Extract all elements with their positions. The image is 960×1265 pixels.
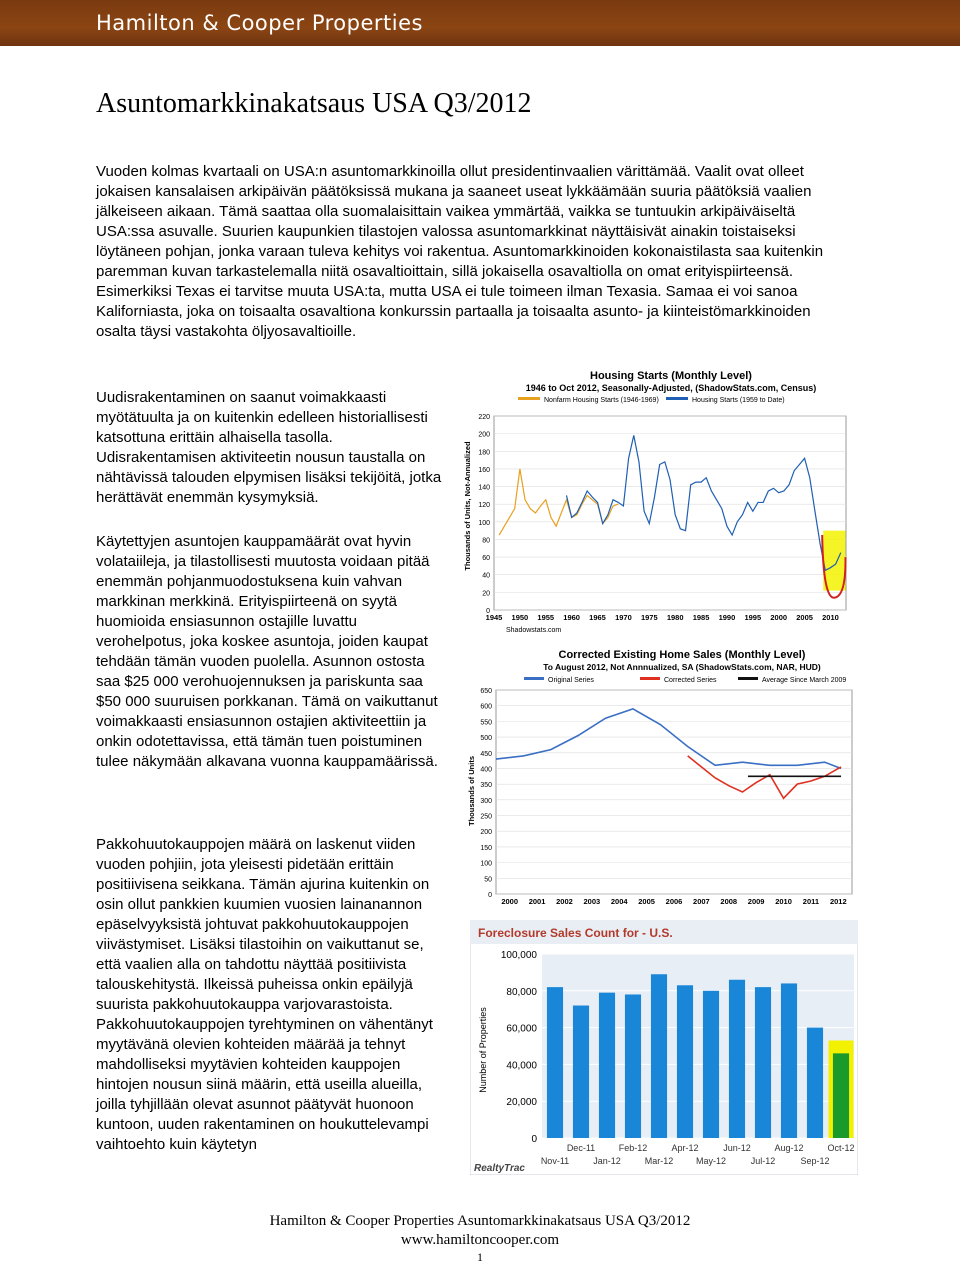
chart2-x-tick-label: 2005	[638, 897, 655, 906]
chart1-x-tick-label: 1985	[692, 613, 710, 622]
chart3-x-tick-label: May-12	[695, 1156, 727, 1166]
chart2-y-tick-label: 600	[480, 703, 492, 711]
chart2-y-tick-label: 400	[480, 766, 492, 774]
chart1-y-tick-label: 140	[478, 484, 490, 492]
chart1-ylabel: Thousands of Units, Not-Annualized	[463, 441, 472, 571]
foreclosure-sales-chart	[470, 920, 858, 1175]
chart2-legend-average-swatch	[738, 677, 758, 680]
chart1-x-tick-label: 1990	[718, 613, 736, 622]
chart3-bar	[573, 1006, 589, 1138]
chart3-ylabel: Number of Properties	[478, 1007, 488, 1093]
chart1-title: Housing Starts (Monthly Level)	[590, 370, 752, 382]
chart3-x-tick-label: Apr-12	[671, 1143, 699, 1153]
chart3-y-tick-label: 40,000	[506, 1060, 537, 1072]
chart2-y-tick-label: 200	[480, 829, 492, 837]
chart3-bar	[625, 994, 641, 1138]
chart3-bar	[703, 991, 719, 1138]
footer-line-2: www.hamiltoncooper.com	[400, 1232, 560, 1248]
chart1-legend-nonfarm-swatch	[518, 397, 540, 400]
chart1-x-tick-label: 1970	[615, 613, 632, 622]
chart1-legend-nonfarm: Nonfarm Housing Starts (1946-1969)	[544, 397, 659, 404]
brand-name: Hamilton & Cooper Properties	[96, 11, 423, 35]
chart1-x-tick-label: 1965	[589, 613, 606, 622]
chart2-x-tick-label: 2003	[583, 897, 601, 906]
footer-page-number: 1	[477, 1250, 483, 1264]
chart2-x-tick-label: 2000	[501, 897, 519, 906]
chart2-y-tick-label: 50	[484, 876, 492, 884]
chart2-y-tick-label: 300	[480, 797, 492, 805]
page-title: Asuntomarkkinakatsaus USA Q3/2012	[96, 88, 532, 119]
chart1-x-tick-label: 1945	[485, 613, 503, 622]
chart3-y-tick-label: 80,000	[506, 986, 537, 998]
chart2-y-tick-label: 500	[480, 735, 492, 743]
chart1-y-tick-label: 200	[478, 431, 490, 439]
chart2-legend-average: Average Since March 2009	[762, 677, 847, 684]
chart1-y-tick-label: 120	[478, 502, 490, 510]
housing-starts-chart	[456, 366, 860, 636]
chart1-x-tick-label: 2000	[770, 613, 788, 622]
chart3-source: RealtyTrac	[474, 1163, 525, 1174]
chart1-y-tick-label: 100	[478, 519, 490, 527]
chart2-ylabel: Thousands of Units	[467, 756, 476, 826]
chart2-y-tick-label: 550	[480, 719, 492, 727]
chart1-x-tick-label: 1980	[666, 613, 684, 622]
header-band	[0, 0, 960, 46]
chart1-x-tick-label: 1995	[744, 613, 762, 622]
chart3-bar	[547, 987, 563, 1138]
chart1-subtitle: 1946 to Oct 2012, Seasonally-Adjusted, (ShadowStats.com, Census)	[525, 383, 817, 393]
intro-paragraph: Vuoden kolmas kvartaali on USA:n asuntomarkkinoilla ollut presidentinvaalien värittämää. Vaalit ovat olleet jokaisen kansalaisen arkipäivän päätöksissä mukana ja saaneet useat lykkäämään suuria päätöksiä vaalien jälkeiseen aikaan. Tämä saattaa olla suomalaisittain vaikea ymmärtää, vaikka se tuntuukin arkipäiväiseltä USA:ssa asuvalle. Suurien kaupunkien tilastojen valossa asuntomarkkinat näyttäisivät ainakin toistaiseksi löytäneen pohjan, jonka varaan tuleva kehitys voi rakentua. Asuntomarkkinoiden kokonaistilasta saa kuitenkin paremman kuvan tarkastelemalla niitä osavaltioittain, sillä jokaisella osavaltiolla on omat erityispiirteensä. Esimerkiksi Texas ei tarvitse muuta USA:ta, mutta USA ei tule toimeen ilman Texasia. Samaa ei voi sanoa Kaliforniasta, joka on toisaalta osavaltiona konkurssin partaalla ja toisaalta asunto- ja kiinteistömarkkinoiden osalta täysi vastakohta öljyosavaltioille.	[96, 163, 824, 340]
chart3-x-tick-label: Nov-11	[540, 1156, 570, 1166]
chart1-y-tick-label: 80	[482, 537, 490, 545]
chart3-x-tick-label: Jul-12	[750, 1156, 776, 1166]
chart3-y-tick-label: 0	[531, 1134, 537, 1145]
chart2-legend-original-swatch	[524, 677, 544, 680]
chart3-bar	[807, 1028, 823, 1138]
chart1-x-tick-label: 1950	[511, 613, 529, 622]
chart1-y-tick-label: 60	[482, 555, 490, 563]
chart3-bar	[833, 1053, 849, 1138]
chart1-y-tick-label: 0	[486, 608, 490, 615]
chart2-legend-corrected: Corrected Series	[664, 677, 717, 684]
chart2-series-line-original	[496, 709, 841, 769]
chart1-y-tick-label: 160	[478, 466, 490, 474]
chart2-y-tick-label: 250	[480, 813, 492, 821]
chart2-x-tick-label: 2007	[693, 897, 710, 906]
chart1-series-line-nonfarm	[499, 469, 618, 535]
foreclosure-paragraph: Pakkohuutokauppojen määrä on laskenut viiden vuoden pohjiin, jota yleisesti pidetään erittäin positiivisena seikkana. Tämän ajurina kuitenkin on osin ollut pankkien kuumien vuosien lainanannon epäselvyyksistä johtuvat pakkohuutokauppojen viivästymiset. Lisäksi tilastoihin on vaikuttanut se, että vaalien alla on tahdottu näyttää positiivista talouskehitystä. Ilkeissä puheissa onkin epäilyjä suurista pakkohuutokauppa varjovarastoista. Pakkohuutokauppojen tyrehtyminen on vähentänyt myytävänä olevien kohteiden määrää ja tehnyt mahdolliseksi myytävien kohteiden kauppojen hintojen nousun siinä määrin, että useilla alueilla, joilla tyhjillään olevat asunnot päätyvät huonoon kuntoon, uuden rakentaminen on houkuttelevampi vaihtoehto kuin käytetyn	[96, 836, 433, 1153]
chart3-bar	[677, 985, 693, 1138]
chart3-bar	[781, 983, 797, 1138]
chart1-x-tick-label: 1975	[640, 613, 658, 622]
chart3-bar	[599, 993, 615, 1138]
chart2-y-tick-label: 0	[488, 892, 492, 899]
chart2-x-tick-label: 2002	[556, 897, 573, 906]
chart3-x-tick-label: Dec-11	[566, 1143, 596, 1153]
chart3-x-tick-label: Aug-12	[774, 1143, 804, 1153]
chart3-y-tick-label: 20,000	[506, 1097, 537, 1109]
chart2-y-tick-label: 350	[480, 782, 492, 790]
chart2-x-tick-label: 2010	[775, 897, 792, 906]
chart1-y-tick-label: 20	[482, 590, 490, 598]
chart1-legend-starts-swatch	[666, 397, 688, 400]
chart1-x-tick-label: 1955	[537, 613, 555, 622]
construction-paragraph: Uudisrakentaminen on saanut voimakkaasti myötätuulta ja on kuitenkin edelleen historiallisesti katsottuna erittäin alhaisella tasolla. Udisrakentamisen aktiviteetin nousun taustalla on nähtävissä talouden elpymisen lisäksi tekijöitä, jotka herättävät enemmän kysymyksiä.	[96, 389, 442, 506]
chart1-source: Shadowstats.com	[506, 627, 562, 634]
chart1-y-tick-label: 220	[478, 414, 490, 421]
chart2-plot-area	[496, 690, 852, 894]
chart3-y-tick-label: 60,000	[506, 1023, 537, 1035]
footer-line-1: Hamilton & Cooper Properties Asuntomarkkinakatsaus USA Q3/2012	[269, 1213, 691, 1229]
chart3-x-tick-label: Jan-12	[593, 1156, 621, 1166]
chart3-y-tick-label: 100,000	[500, 950, 537, 961]
chart2-x-tick-label: 2004	[610, 897, 628, 906]
chart1-series-line-starts	[566, 435, 840, 570]
chart2-x-tick-label: 2011	[802, 897, 820, 906]
chart1-plot-area	[494, 416, 846, 610]
chart2-y-tick-label: 150	[480, 844, 492, 852]
chart2-x-tick-label: 2009	[747, 897, 765, 906]
chart2-legend-corrected-swatch	[640, 677, 660, 680]
existing-home-sales-chart	[462, 646, 860, 912]
chart3-title: Foreclosure Sales Count for - U.S.	[478, 926, 673, 940]
chart1-x-tick-label: 1960	[563, 613, 580, 622]
existing-sales-paragraph: Käytettyjen asuntojen kauppamäärät ovat hyvin volataiileja, ja tilastollisesti muutosta voidaan pitää enemmän pohjanmuodostuksena kuin vahvan markkinan merkkinä. Erityispiirteenä on syytä huomioida ensiasunnon ostajille luvattu verohelpotus, joka koskee asuntoja, joiden kaupat tehdään tämän vuoden puolella. Asunnon ostosta saa $25 000 verohuojennuksen ja pariskunta saa $50 000 suuruisen porkkanan. Tämä on vaikuttanut voimakkaasti ensiasunnon ostajien aktiviteettiin ja onkin odotettavissa, että tämän tuen poistuminen tulee näkymään alkavana vuonna kauppamäärissä.	[96, 533, 438, 770]
chart2-x-tick-label: 2001	[528, 897, 546, 906]
chart1-x-tick-label: 2010	[822, 613, 839, 622]
chart1-legend-starts: Housing Starts (1959 to Date)	[692, 397, 785, 404]
chart3-x-tick-label: Sep-12	[800, 1156, 830, 1166]
chart2-x-tick-label: 2008	[720, 897, 738, 906]
chart2-x-tick-label: 2012	[829, 897, 847, 906]
chart2-x-tick-label: 2006	[665, 897, 683, 906]
chart2-legend-original: Original Series	[548, 677, 594, 684]
chart2-subtitle: To August 2012, Not Annnualized, SA (ShadowStats.com, NAR, HUD)	[543, 662, 821, 672]
chart1-x-tick-label: 2005	[796, 613, 813, 622]
chart3-x-tick-label: Oct-12	[827, 1143, 855, 1153]
chart3-x-tick-label: Jun-12	[723, 1143, 751, 1153]
chart3-x-tick-label: Feb-12	[618, 1143, 648, 1153]
chart2-y-tick-label: 100	[480, 860, 492, 868]
chart1-y-tick-label: 180	[478, 449, 490, 457]
chart2-title: Corrected Existing Home Sales (Monthly Level)	[558, 649, 806, 661]
chart3-bar	[729, 980, 745, 1138]
chart2-y-tick-label: 650	[480, 688, 492, 695]
chart3-bar	[651, 974, 667, 1138]
chart3-bar	[755, 987, 771, 1138]
chart2-y-tick-label: 450	[480, 750, 492, 758]
chart3-x-tick-label: Mar-12	[644, 1156, 674, 1166]
chart1-y-tick-label: 40	[482, 572, 490, 580]
